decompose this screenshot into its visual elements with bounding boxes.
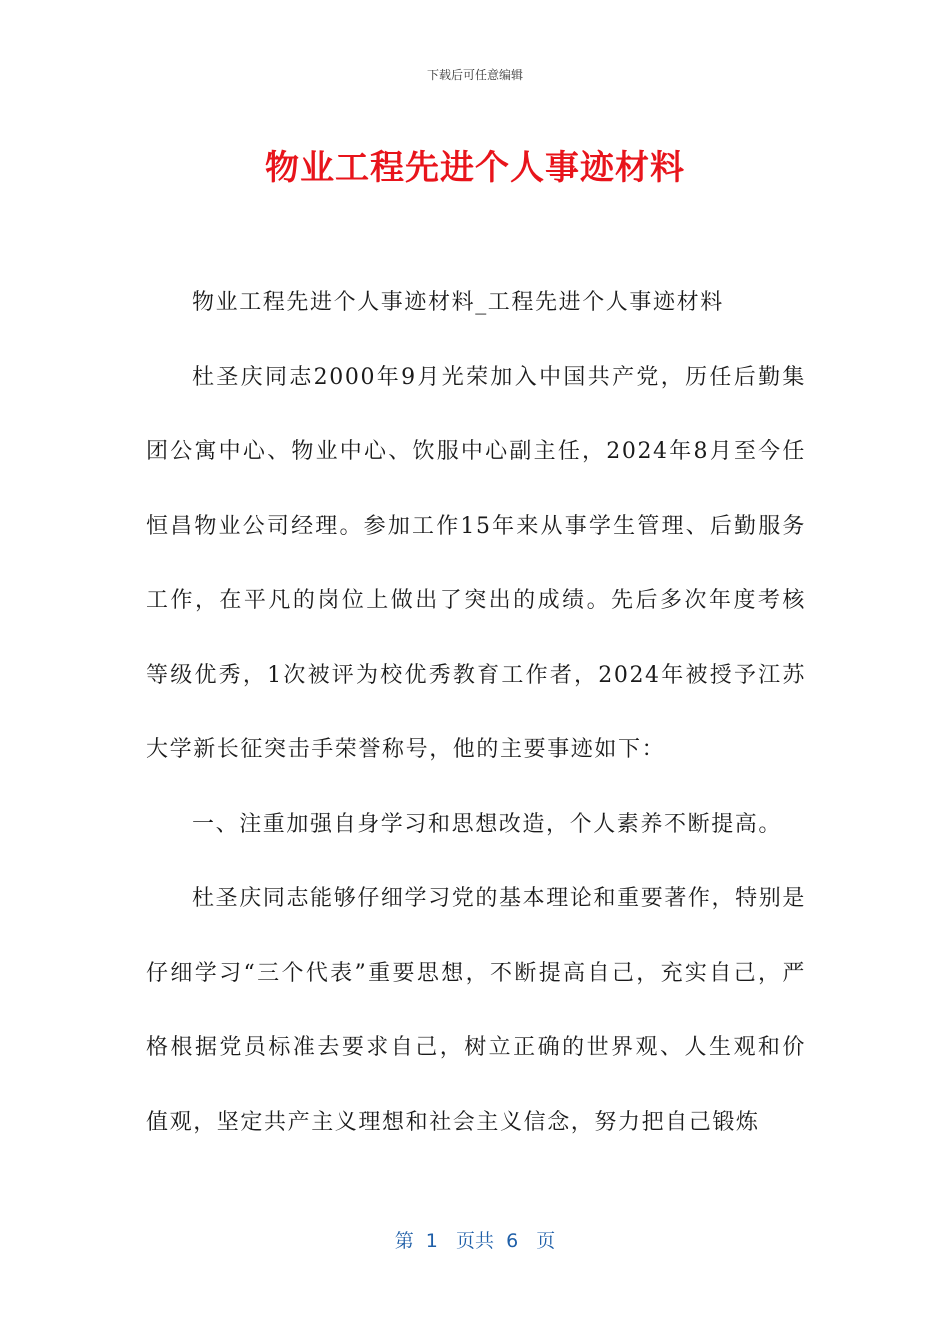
paragraph-subtitle: 物业工程先进个人事迹材料_工程先进个人事迹材料 [192, 290, 724, 315]
paragraph-section-heading: 一、注重加强自身学习和思想改造，个人素养不断提高。 [192, 811, 783, 837]
document-body [146, 266, 806, 1160]
document-title: 物业工程先进个人事迹材料 [265, 148, 685, 188]
paragraph-study: 杜圣庆同志能够仔细学习党的基本理论和重要著作，特别是仔细学习“三个代表”重要思想，不断提高自己，充实自己，严格根据党员标准去要求自己，树立正确的世界观、人生观和价值观，坚定共产主义理想和社会主义信念，努力把自己锻炼 [146, 886, 806, 1135]
download-note: 下载后可任意编辑 [426, 68, 523, 82]
paragraph-intro: 杜圣庆同志2000年9月光荣加入中国共产党，历任后勤集团公寓中心、物业中心、饮服中心副主任，2024年8月至今任恒昌物业公司经理。参加工作15年来从事学生管理、后勤服务工作，在平凡的岗位上做出了突出的成绩。先后多次年度考核等级优秀，1次被评为校优秀教育工作者，2024年被授予江苏大学新长征突击手荣誉称号，他的主要事迹如下： [146, 364, 806, 762]
page-number: 第 1 页共 6 页 [394, 1230, 556, 1252]
